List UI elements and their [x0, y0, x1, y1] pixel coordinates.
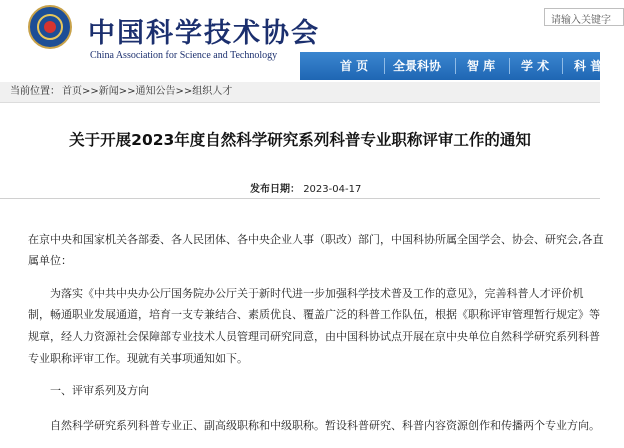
main-nav: [300, 52, 603, 80]
nav-item-home[interactable]: 首 页: [340, 59, 369, 73]
paragraph1-line-2: 制，畅通职业发展通道，培育一支专兼结合、素质优良、覆盖广泛的科普工作队伍，根据《职称评审管理暂行规定》等: [28, 308, 600, 321]
nav-item-academic[interactable]: 学 术: [521, 59, 550, 73]
nav-item-popular-science[interactable]: 科 普: [574, 59, 603, 73]
publish-date-label: 发布日期：: [250, 184, 300, 195]
breadcrumb-path[interactable]: 首页>>新闻>>通知公告>>组织人才: [62, 86, 233, 97]
paragraph1-line-1: 为落实《中共中央办公厅国务院办公厅关于新时代进一步加强科学技术普及工作的意见》，完善科普人才评价机: [50, 287, 584, 300]
cast-emblem-icon[interactable]: [28, 5, 72, 49]
publish-date-value: 2023-04-17: [303, 184, 362, 195]
breadcrumb: [0, 82, 600, 103]
paragraph1-line-4: 专业职称评审工作。现就有关事项通知如下。: [28, 352, 248, 365]
org-name-cn[interactable]: 中国科学技术协会: [88, 18, 320, 49]
addressee-line-1: 在京中央和国家机关各部委、各人民团体、各中央企业人事（职改）部门，中国科协所属全国学会、协会、研究会,各直: [28, 233, 604, 246]
breadcrumb-label: 当前位置：: [10, 86, 60, 97]
section1-heading: 一、评审系列及方向: [50, 384, 149, 397]
search-input[interactable]: 请输入关键字: [544, 8, 624, 26]
section1-text: 自然科学研究系列科普专业正、副高级职称和中级职称。暂设科普研究、科普内容资源创作和传播两个专业方向。: [50, 419, 600, 432]
nav-item-overview[interactable]: 全景科协: [393, 59, 442, 73]
divider: [0, 198, 600, 199]
paragraph1-line-3: 规章，经人力资源社会保障部专业技术人员管理司研究同意，由中国科协试点开展在京中央单位自然科学研究系列科普: [28, 330, 600, 343]
site-header: [0, 0, 611, 50]
addressee-line-2: 属单位：: [28, 254, 72, 267]
org-name-en: China Association for Science and Technology: [90, 50, 278, 61]
nav-item-think-tank[interactable]: 智 库: [467, 59, 496, 73]
article-title: 关于开展2023年度自然科学研究系列科普专业职称评审工作的通知: [69, 131, 531, 149]
publish-date: [250, 180, 361, 195]
